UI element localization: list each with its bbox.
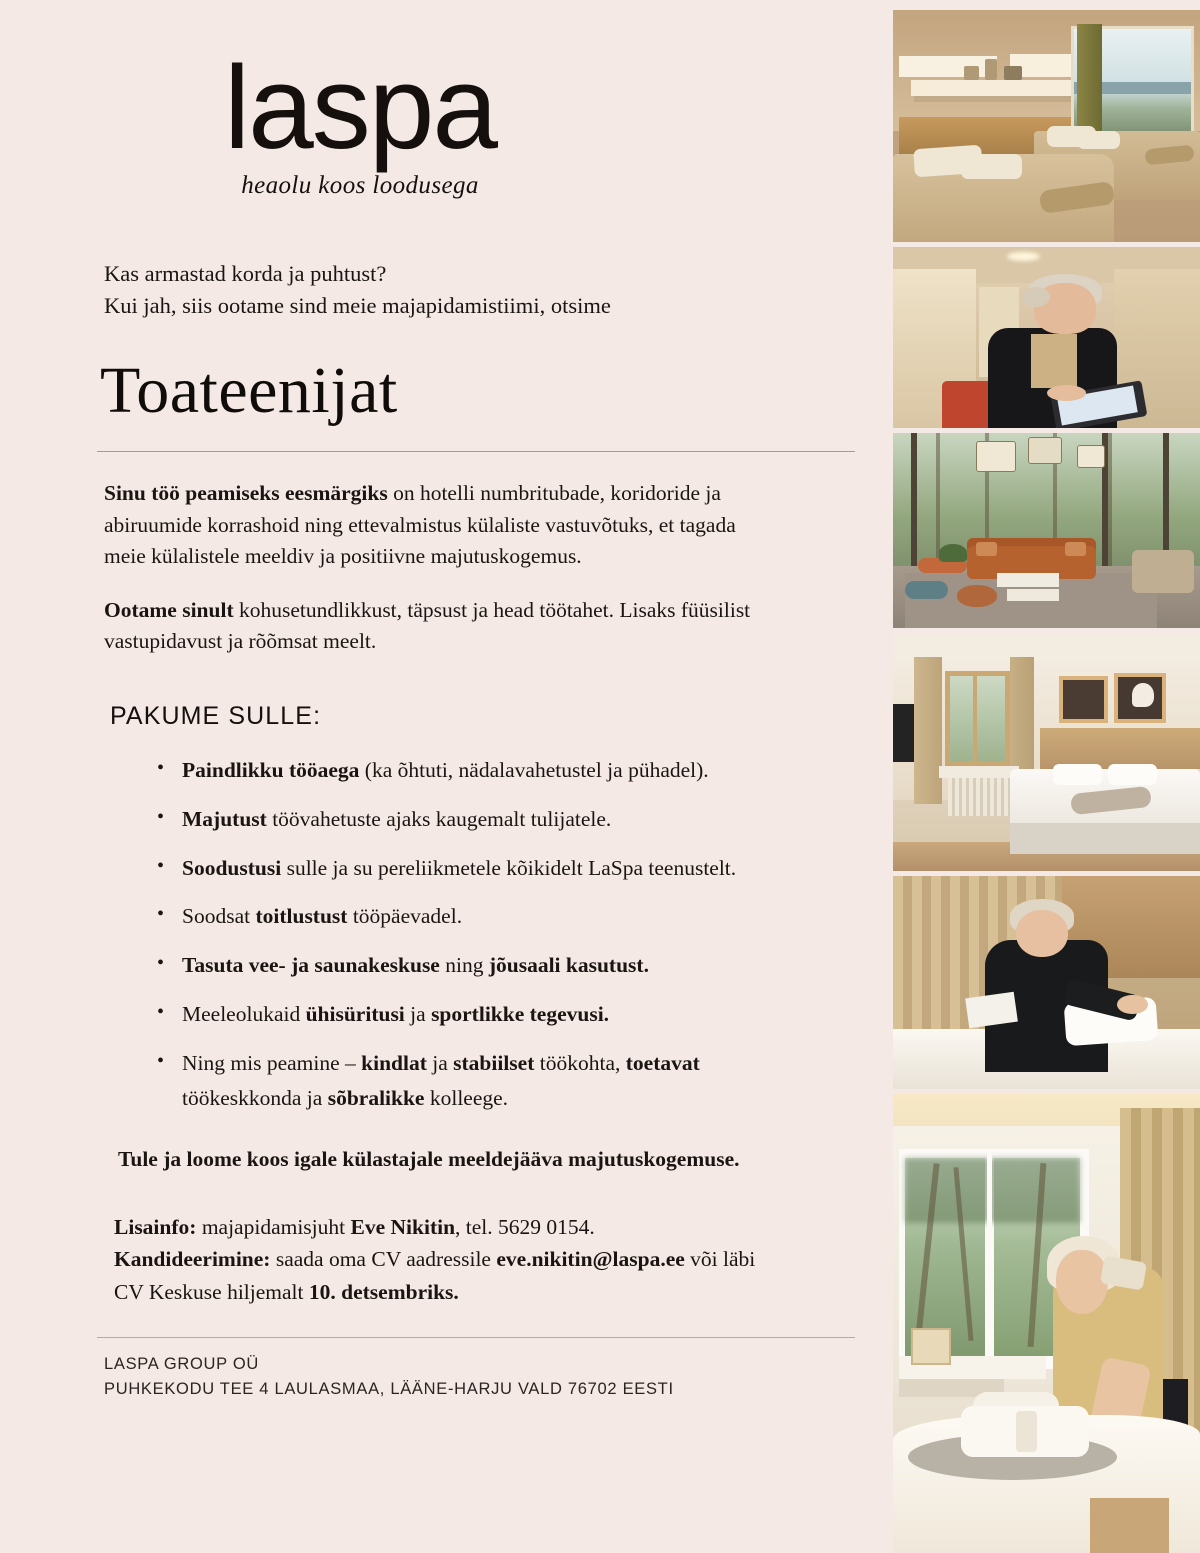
benefit-prefix-4: Soodsat bbox=[182, 904, 256, 929]
apply-label: Kandideerimine: bbox=[114, 1247, 271, 1272]
photo-column bbox=[893, 0, 1200, 1553]
contact-line-apply bbox=[114, 1243, 790, 1308]
intro-line-2: Kui jah, siis ootame sind meie majapidamistiimi, otsime bbox=[104, 293, 611, 319]
apply-instruction: saada oma CV aadressile bbox=[270, 1247, 497, 1272]
photo-hotel-twin-room-sea-view bbox=[893, 10, 1200, 242]
photo-lounge-forest-view bbox=[893, 433, 1200, 628]
page-title: Toateenijat bbox=[100, 353, 398, 427]
footer-company: LASPA GROUP OÜ bbox=[104, 1354, 259, 1373]
paragraph-1-body: on hotelli numbritubade, koridoride ja abiruumide korrashoid ning ettevalmistus külaliste vastuvõtuks, et tagada meie külalistele meeldiv ja positiivne majutuskogemus. bbox=[104, 480, 736, 569]
apply-alternative: või läbi CV Keskuse hiljemalt bbox=[114, 1247, 756, 1305]
benefit-prefix-6: Meeleolukaid bbox=[182, 1002, 306, 1027]
benefit-bold-1: Paindlikku tööaega bbox=[182, 757, 360, 782]
contact-info-label: Lisainfo: bbox=[114, 1214, 197, 1239]
intro-text bbox=[0, 258, 893, 322]
benefit-text-6: ja bbox=[404, 1002, 432, 1027]
list-item bbox=[157, 851, 790, 886]
benefits-heading: PAKUME SULLE: bbox=[110, 701, 322, 730]
list-item bbox=[157, 802, 790, 837]
contact-person-name: Eve Nikitin bbox=[350, 1214, 456, 1239]
photo-housekeeper-making-bed bbox=[893, 876, 1200, 1089]
benefit-bold-4: toitlustust bbox=[255, 904, 348, 929]
footer-address: PUHKEKODU TEE 4 LAULASMAA, LÄÄNE-HARJU VALD 76702 EESTI bbox=[104, 1380, 674, 1399]
paragraph-2-lead: Ootame sinult bbox=[104, 597, 234, 622]
benefit-bold-5a: Tasuta vee- ja saunakeskuse bbox=[182, 953, 440, 978]
benefit-bold-3: Soodustusi bbox=[182, 855, 282, 880]
intro-line-1: Kas armastad korda ja puhtust? bbox=[104, 261, 387, 287]
benefit-text-4: tööpäevadel. bbox=[347, 904, 463, 929]
bullet-icon: • bbox=[157, 1049, 165, 1072]
list-item bbox=[157, 753, 790, 788]
benefit-text-7b: töökohta, bbox=[534, 1050, 626, 1075]
benefit-bold-2: Majutust bbox=[182, 806, 267, 831]
contact-block bbox=[0, 1211, 790, 1309]
paragraph-2-body: kohusetundlikkust, täpsust ja head töötahet. Lisaks füüsilist vastupidavust ja rõõmsat meelt. bbox=[104, 597, 751, 654]
title-divider bbox=[97, 451, 855, 452]
benefit-bold-7b: stabiilset bbox=[453, 1050, 535, 1075]
list-item bbox=[157, 899, 790, 934]
brand-logo bbox=[30, 0, 690, 200]
closing-statement: Tule ja loome koos igale külastajale meeldejääva majutuskogemuse. bbox=[118, 1146, 740, 1171]
bullet-icon: • bbox=[157, 756, 165, 779]
footer-block bbox=[0, 1352, 893, 1403]
benefit-text-1: (ka õhtuti, nädalavahetustel ja pühadel). bbox=[359, 757, 709, 782]
benefits-list bbox=[0, 753, 790, 1116]
benefit-bold-6a: ühisüritusi bbox=[305, 1002, 405, 1027]
bullet-icon: • bbox=[157, 952, 165, 975]
paragraph-responsibilities bbox=[0, 478, 760, 573]
footer-divider bbox=[97, 1337, 855, 1338]
photo-housekeeper-placing-robes bbox=[893, 1094, 1200, 1553]
benefit-bold-5b: jõusaali kasutust. bbox=[488, 953, 649, 978]
paragraph-expectations bbox=[0, 595, 760, 658]
benefit-prefix-7: Ning mis peamine – bbox=[182, 1050, 362, 1075]
benefit-bold-6b: sportlikke tegevusi. bbox=[431, 1002, 610, 1027]
contact-phone: , tel. 5629 0154. bbox=[455, 1214, 595, 1239]
logo-tagline: heaolu koos loodusega bbox=[241, 172, 479, 200]
photo-housekeeper-with-tablet bbox=[893, 247, 1200, 428]
bullet-icon: • bbox=[157, 805, 165, 828]
benefit-text-7a: ja bbox=[426, 1050, 454, 1075]
benefit-text-7c: töökeskkonda ja bbox=[182, 1085, 328, 1110]
benefit-text-5: ning bbox=[439, 953, 489, 978]
benefit-bold-7a: kindlat bbox=[361, 1050, 427, 1075]
paragraph-1-lead: Sinu töö peamiseks eesmärgiks bbox=[104, 480, 388, 505]
benefit-text-3: sulle ja su pereliikmetele kõikidelt LaSpa teenustelt. bbox=[281, 855, 737, 880]
list-item bbox=[157, 997, 790, 1032]
bullet-icon: • bbox=[157, 854, 165, 877]
apply-deadline: 10. detsembriks. bbox=[308, 1280, 459, 1305]
contact-info-role: majapidamisjuht bbox=[196, 1214, 351, 1239]
photo-bedroom-with-artwork bbox=[893, 633, 1200, 871]
contact-line-info bbox=[114, 1211, 790, 1244]
bullet-icon: • bbox=[157, 903, 165, 926]
benefit-bold-7d: sõbralikke bbox=[327, 1085, 425, 1110]
benefit-text-7d: kolleege. bbox=[424, 1085, 509, 1110]
benefit-bold-7c: toetavat bbox=[625, 1050, 700, 1075]
benefit-text-2: töövahetuste ajaks kaugemalt tulijatele. bbox=[266, 806, 612, 831]
apply-email[interactable]: eve.nikitin@laspa.ee bbox=[496, 1247, 685, 1272]
list-item bbox=[157, 1046, 790, 1116]
bullet-icon: • bbox=[157, 1001, 165, 1024]
list-item bbox=[157, 948, 790, 983]
logo-wordmark: laspa bbox=[223, 42, 497, 174]
